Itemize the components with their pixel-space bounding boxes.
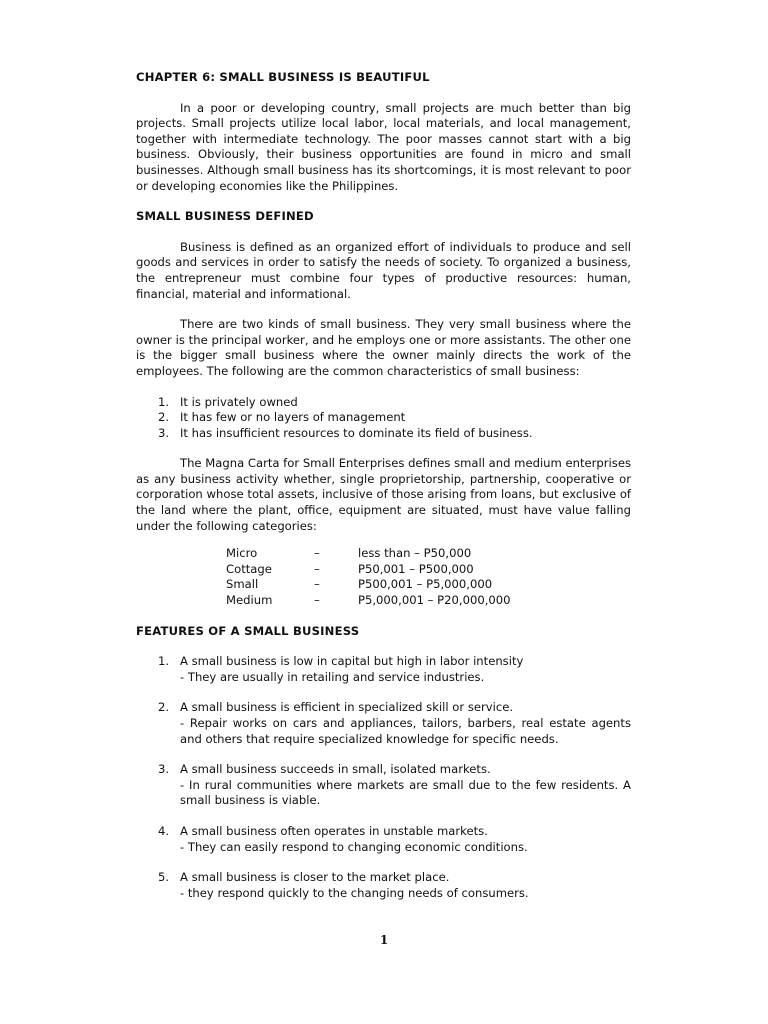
category-dash: –	[314, 593, 320, 608]
feature-detail: - They can easily respond to changing economic conditions.	[180, 839, 528, 854]
page-number: 1	[379, 933, 389, 947]
document-page	[136, 70, 631, 901]
table-row	[226, 562, 511, 578]
list-item-number: 2.	[158, 410, 170, 425]
feature-title: A small business succeeds in small, isolated markets.	[180, 762, 491, 777]
feature-title: A small business is low in capital but high in labor intensity	[180, 654, 524, 669]
feature-detail: - In rural communities where markets are small due to the few residents. A small business is viable.	[180, 777, 631, 808]
list-item-text: It has insufficient resources to dominate its field of business.	[180, 425, 533, 440]
feature-detail: - Repair works on cars and appliances, tailors, barbers, real estate agents and others that require specialized knowledge for specific needs.	[180, 716, 631, 746]
list-item-text: It is privately owned	[180, 394, 298, 409]
table-row	[226, 577, 511, 593]
category-range: less than – P50,000	[358, 546, 472, 561]
features-list	[136, 654, 631, 901]
table-row	[226, 593, 511, 609]
feature-number: 4.	[158, 823, 170, 838]
feature-title: A small business is closer to the market place.	[180, 870, 450, 885]
list-item-number: 1.	[158, 394, 170, 409]
list-item	[136, 395, 631, 411]
section-heading-small-business-defined: SMALL BUSINESS DEFINED	[136, 209, 314, 224]
section-heading-features: FEATURES OF A SMALL BUSINESS	[136, 623, 360, 638]
feature-number: 1.	[158, 654, 170, 669]
list-item	[136, 410, 631, 426]
chapter-title: CHAPTER 6: SMALL BUSINESS IS BEAUTIFUL	[136, 70, 430, 84]
feature-detail: - They are usually in retailing and service industries.	[180, 669, 485, 684]
category-name: Cottage	[226, 561, 272, 576]
category-dash: –	[314, 561, 320, 576]
category-dash: –	[314, 577, 320, 592]
feature-item	[136, 824, 631, 855]
intro-paragraph: In a poor or developing country, small projects are much better than big projects. Small projects utilize local labor, local materials, and local management, together with intermediate technology. The poor masses cannot start with a big business. Obviously, their business opportunities are found in micro and small businesses. Although small business has its shortcomings, it is most relevant to poor or developing economies like the Philippines.	[136, 100, 631, 193]
feature-number: 2.	[158, 700, 170, 715]
category-name: Micro	[226, 546, 258, 561]
feature-number: 5.	[158, 870, 170, 885]
feature-item	[136, 654, 631, 685]
feature-title: A small business often operates in unstable markets.	[180, 823, 488, 838]
feature-title: A small business is efficient in specialized skill or service.	[180, 700, 514, 715]
enterprise-categories-table	[226, 546, 511, 608]
magna-carta-paragraph: The Magna Carta for Small Enterprises defines small and medium enterprises as any business activity whether, single proprietorship, partnership, cooperative or corporation whose total assets, inclusive of those arising from loans, but exclusive of the land where the plant, office, equipment are situated, must have value falling under the following categories:	[136, 456, 631, 533]
list-item-text: It has few or no layers of management	[180, 410, 406, 425]
feature-item	[136, 762, 631, 809]
list-item-number: 3.	[158, 425, 170, 440]
feature-number: 3.	[158, 762, 170, 777]
table-row	[226, 546, 511, 562]
category-dash: –	[314, 546, 320, 561]
feature-item	[136, 870, 631, 901]
list-item	[136, 426, 631, 442]
feature-detail: - they respond quickly to the changing needs of consumers.	[180, 885, 529, 900]
characteristics-list	[136, 395, 631, 442]
category-name: Medium	[226, 593, 273, 608]
category-range: P50,001 – P500,000	[358, 561, 474, 576]
category-name: Small	[226, 577, 259, 592]
feature-item	[136, 700, 631, 747]
definition-paragraph: Business is defined as an organized effort of individuals to produce and sell goods and services in order to satisfy the needs of society. To organized a business, the entrepreneur must combine four types of productive resources: human, financial, material and informational.	[136, 239, 631, 301]
category-range: P500,001 – P5,000,000	[358, 577, 493, 592]
kinds-paragraph: There are two kinds of small business. They very small business where the owner is the principal worker, and he employs one or more assistants. The other one is the bigger small business where the owner mainly directs the work of the employees. The following are the common characteristics of small business:	[136, 317, 631, 378]
category-range: P5,000,001 – P20,000,000	[358, 593, 511, 608]
